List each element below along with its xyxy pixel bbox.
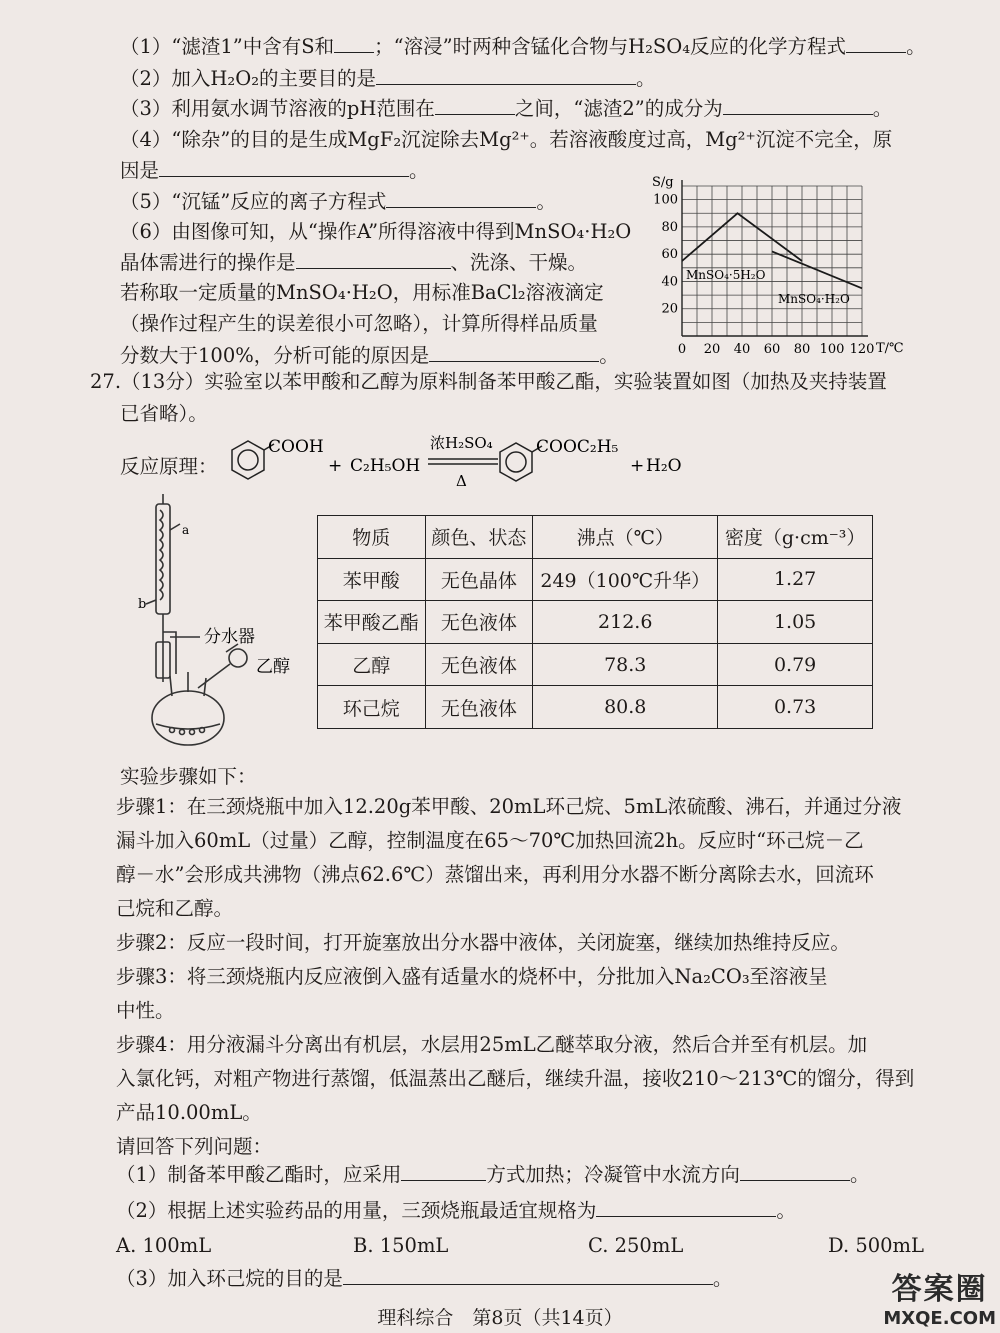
answer-blank[interactable] bbox=[296, 250, 451, 269]
chart-x-tick-label: 40 bbox=[733, 342, 751, 357]
step-1: 步骤1：在三颈烧瓶中加入12.20g苯甲酸、20mL环己烷、5mL浓硫酸、沸石，并通过分液 bbox=[116, 795, 902, 818]
answer-blank[interactable] bbox=[429, 343, 599, 362]
q26-6: （6）由图像可知，从“操作A”所得溶液中得到MnSO₄·H₂O bbox=[120, 220, 632, 243]
reaction-plus-2: + bbox=[630, 456, 645, 476]
reaction-cooh: COOH bbox=[268, 437, 324, 457]
reaction-equation bbox=[212, 428, 692, 498]
questions-heading: 请回答下列问题： bbox=[116, 1135, 273, 1158]
q26-6-reason: 分数大于100%，分析可能的原因是 。 bbox=[120, 344, 619, 367]
chart-xlabel: T/℃ bbox=[876, 341, 904, 356]
chart-y-tick-label: 60 bbox=[661, 247, 678, 263]
table-header: 密度（g·cm⁻³） bbox=[718, 516, 873, 559]
reaction-plus-1: + bbox=[328, 456, 343, 476]
chart-x-tick-label: 0 bbox=[677, 342, 687, 357]
q27-3: （3）加入环己烷的目的是 。 bbox=[116, 1267, 733, 1290]
table-header: 物质 bbox=[318, 516, 426, 559]
q27-stem-cont: 已省略）。 bbox=[120, 402, 208, 425]
q27-1: （1）制备苯甲酸乙酯时，应采用 方式加热；冷凝管中水流方向 。 bbox=[116, 1163, 870, 1186]
table-cell: 无色液体 bbox=[425, 686, 533, 729]
table-row bbox=[318, 643, 873, 686]
q26-3: （3）利用氨水调节溶液的pH范围在 之间，“滤渣2”的成分为 。 bbox=[120, 97, 893, 120]
q26-1: （1）“滤渣1”中含有S和 ；“溶浸”时两种含锰化合物与H₂SO₄反应的化学方程式 。 bbox=[120, 35, 926, 58]
apparatus-label-separator: 分水器 bbox=[204, 627, 255, 647]
option-c[interactable]: C. 250mL bbox=[588, 1234, 684, 1257]
answer-blank[interactable] bbox=[386, 189, 536, 208]
reaction-ethanol: C₂H₅OH bbox=[350, 456, 421, 476]
table-cell: 无色液体 bbox=[425, 643, 533, 686]
table-cell: 0.79 bbox=[718, 643, 873, 686]
table-cell: 212.6 bbox=[533, 601, 718, 644]
answer-blank[interactable] bbox=[334, 34, 374, 53]
q26-4: （4）“除杂”的目的是生成MgF₂沉淀除去Mg²⁺。若溶液酸度过高，Mg²⁺沉淀不完全，原 bbox=[120, 128, 893, 151]
chart-y-tick-label: 20 bbox=[661, 301, 678, 317]
watermark bbox=[883, 1264, 996, 1329]
answer-blank[interactable] bbox=[846, 34, 906, 53]
answer-blank[interactable] bbox=[596, 1198, 776, 1217]
reaction-ester-group: COOC₂H₅ bbox=[536, 437, 619, 457]
q26-6-note: （操作过程产生的误差很小可忽略），计算所得样品质量 bbox=[120, 312, 598, 335]
equilibrium-arrow bbox=[428, 459, 498, 464]
chart-x-tick-label: 120 bbox=[849, 342, 875, 357]
q26-4-cont: 因是 。 bbox=[120, 159, 429, 182]
table-cell: 环己烷 bbox=[318, 686, 426, 729]
apparatus-diagram bbox=[130, 492, 310, 748]
table-row bbox=[318, 558, 873, 601]
table-cell: 249（100℃升华） bbox=[533, 558, 718, 601]
chart-y-tick-label: 100 bbox=[653, 192, 678, 208]
table-cell: 0.73 bbox=[718, 686, 873, 729]
step-4-cont-2: 产品10.00mL。 bbox=[116, 1101, 262, 1124]
chart-x-tick-label: 60 bbox=[763, 342, 781, 357]
watermark-logo: 答案圈 bbox=[891, 1272, 988, 1307]
answer-blank[interactable] bbox=[435, 96, 515, 115]
chart-x-tick-label: 20 bbox=[703, 342, 721, 357]
series-label-mnso4-5h2o: MnSO₄·5H₂O bbox=[686, 268, 766, 282]
solubility-chart bbox=[648, 172, 908, 362]
q26-6-titration: 若称取一定质量的MnSO₄·H₂O，用标准BaCl₂溶液滴定 bbox=[120, 281, 604, 304]
reaction-water: H₂O bbox=[646, 456, 682, 476]
apparatus-label-b: b bbox=[138, 597, 147, 612]
step-4-cont-1: 入氯化钙，对粗产物进行蒸馏，低温蒸出乙醚后，继续升温，接收210～213℃的馏分，得到 bbox=[116, 1067, 915, 1090]
answer-blank[interactable] bbox=[740, 1162, 850, 1181]
q26-5: （5）“沉锰”反应的离子方程式 。 bbox=[120, 190, 556, 213]
step-4: 步骤4：用分液漏斗分离出有机层，水层用25mL乙醚萃取分液，然后合并至有机层。加 bbox=[116, 1033, 868, 1056]
answer-blank[interactable] bbox=[723, 96, 873, 115]
table-row bbox=[318, 601, 873, 644]
table-row bbox=[318, 686, 873, 729]
step-1-cont-2: 醇－水”会形成共沸物（沸点62.6℃）蒸馏出来，再利用分水器不断分离除去水，回流环 bbox=[116, 863, 874, 886]
chart-x-tick-label: 80 bbox=[793, 342, 811, 357]
table-header-row bbox=[318, 516, 873, 559]
table-cell: 无色液体 bbox=[425, 601, 533, 644]
option-b[interactable]: B. 150mL bbox=[353, 1234, 449, 1257]
step-2: 步骤2：反应一段时间，打开旋塞放出分水器中液体，关闭旋塞，继续加热维持反应。 bbox=[116, 931, 850, 954]
table-cell: 1.05 bbox=[718, 601, 873, 644]
table-cell: 1.27 bbox=[718, 558, 873, 601]
watermark-url: MXQE.COM bbox=[883, 1308, 996, 1329]
chart-y-tick-label: 40 bbox=[661, 274, 678, 290]
q26-2: （2）加入H₂O₂的主要目的是 。 bbox=[120, 67, 656, 90]
chart-y-tick-label: 80 bbox=[661, 219, 678, 235]
apparatus-label-ethanol: 乙醇 bbox=[256, 657, 290, 677]
chart-x-tick-label: 100 bbox=[819, 342, 845, 357]
properties-table bbox=[317, 515, 873, 729]
page-footer: 理科综合 第8页（共14页） bbox=[377, 1307, 623, 1329]
answer-blank[interactable] bbox=[159, 158, 409, 177]
reaction-label: 反应原理： bbox=[120, 455, 218, 478]
step-1-cont-1: 漏斗加入60mL（过量）乙醇，控制温度在65～70℃加热回流2h。反应时“环己烷－乙 bbox=[116, 829, 864, 852]
option-a[interactable]: A. 100mL bbox=[116, 1234, 212, 1257]
reaction-catalyst: 浓H₂SO₄ bbox=[430, 434, 493, 452]
option-d[interactable]: D. 500mL bbox=[828, 1234, 924, 1257]
q27-2: （2）根据上述实验药品的用量，三颈烧瓶最适宜规格为 。 bbox=[116, 1199, 796, 1222]
answer-blank[interactable] bbox=[401, 1162, 486, 1181]
step-3: 步骤3：将三颈烧瓶内反应液倒入盛有适量水的烧杯中，分批加入Na₂CO₃至溶液呈 bbox=[116, 965, 828, 988]
table-cell: 苯甲酸乙酯 bbox=[318, 601, 426, 644]
step-3-cont: 中性。 bbox=[116, 999, 175, 1022]
table-cell: 无色晶体 bbox=[425, 558, 533, 601]
table-header: 沸点（℃） bbox=[533, 516, 718, 559]
step-1-cont-3: 己烷和乙醇。 bbox=[116, 897, 234, 920]
series-label-mnso4-h2o: MnSO₄·H₂O bbox=[778, 292, 850, 306]
chart-ylabel: S/g bbox=[652, 175, 674, 190]
reaction-heat: Δ bbox=[456, 472, 467, 490]
q27-stem: 27.（13分）实验室以苯甲酸和乙醇为原料制备苯甲酸乙酯，实验装置如图（加热及夹持装置 bbox=[90, 370, 887, 393]
answer-blank[interactable] bbox=[343, 1266, 713, 1285]
table-header: 颜色、状态 bbox=[425, 516, 533, 559]
table-cell: 乙醇 bbox=[318, 643, 426, 686]
apparatus-label-a: a bbox=[182, 523, 190, 537]
table-cell: 80.8 bbox=[533, 686, 718, 729]
table-cell: 苯甲酸 bbox=[318, 558, 426, 601]
steps-heading: 实验步骤如下： bbox=[120, 765, 257, 788]
table-cell: 78.3 bbox=[533, 643, 718, 686]
q26-6-cont: 晶体需进行的操作是 、洗涤、干燥。 bbox=[120, 251, 588, 274]
answer-blank[interactable] bbox=[376, 66, 636, 85]
